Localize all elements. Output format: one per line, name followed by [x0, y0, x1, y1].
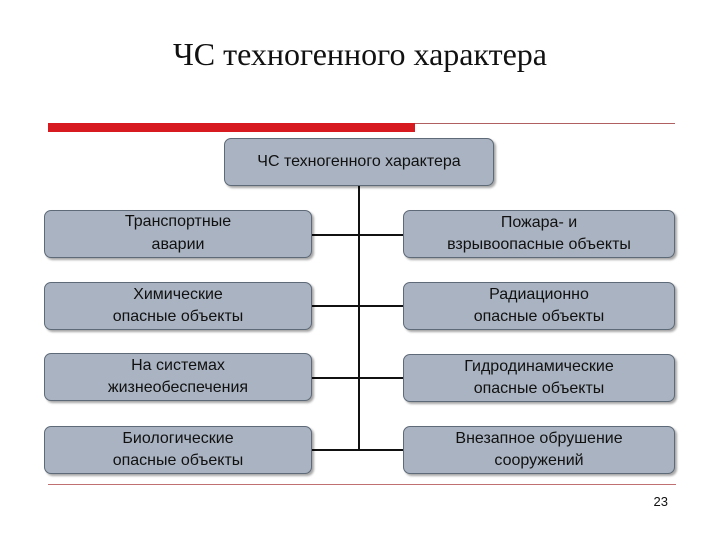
- slide-title: ЧС техногенного характера: [172, 36, 547, 72]
- connector-right-2: [358, 305, 404, 307]
- connector-right-1: [358, 234, 404, 236]
- node-transport-accidents: [44, 210, 312, 258]
- footer-line: [48, 484, 676, 485]
- node-hydrodynamic-objects: [403, 354, 675, 402]
- accent-bar: [48, 123, 415, 132]
- node-label-line1: Транспортные: [124, 213, 232, 230]
- node-chemical-objects: [44, 282, 312, 330]
- connector-left-2: [312, 305, 359, 307]
- node-label-line1: Гидродинамические: [464, 358, 614, 375]
- connector-left-1: [312, 234, 359, 236]
- connector-right-4: [358, 449, 404, 451]
- node-label-line1: Химические: [133, 286, 223, 303]
- connector-trunk: [358, 186, 360, 450]
- node-label-line1: Биологические: [122, 430, 234, 447]
- node-label-line1: Радиационно: [489, 286, 589, 303]
- node-label-line2: взрывоопасные объекты: [447, 236, 631, 253]
- node-label-line2: опасные объекты: [112, 452, 244, 469]
- node-sudden-collapse: [403, 426, 675, 474]
- root-node-label: ЧС техногенного характера: [257, 153, 461, 170]
- node-label-line1: Пожара- и: [500, 214, 578, 231]
- node-fire-explosive-objects: [403, 210, 675, 258]
- page-number: 23: [653, 494, 668, 509]
- node-label-line2: опасные объекты: [112, 308, 244, 325]
- node-label-line1: Внезапное обрушение: [455, 430, 623, 447]
- node-label-line2: опасные объекты: [473, 380, 605, 397]
- node-label-line2: аварии: [151, 236, 205, 253]
- node-label-line2: сооружений: [494, 452, 584, 469]
- root-node: [224, 138, 494, 186]
- connector-left-4: [312, 449, 359, 451]
- node-radiation-objects: [403, 282, 675, 330]
- node-biological-objects: [44, 426, 312, 474]
- node-label-line2: опасные объекты: [473, 308, 605, 325]
- node-life-support-systems: [44, 353, 312, 401]
- accent-line: [415, 123, 675, 124]
- node-label-line2: жизнеобеспечения: [107, 379, 249, 396]
- node-label-line1: На системах: [131, 357, 225, 374]
- connector-left-3: [312, 377, 359, 379]
- connector-right-3: [358, 377, 404, 379]
